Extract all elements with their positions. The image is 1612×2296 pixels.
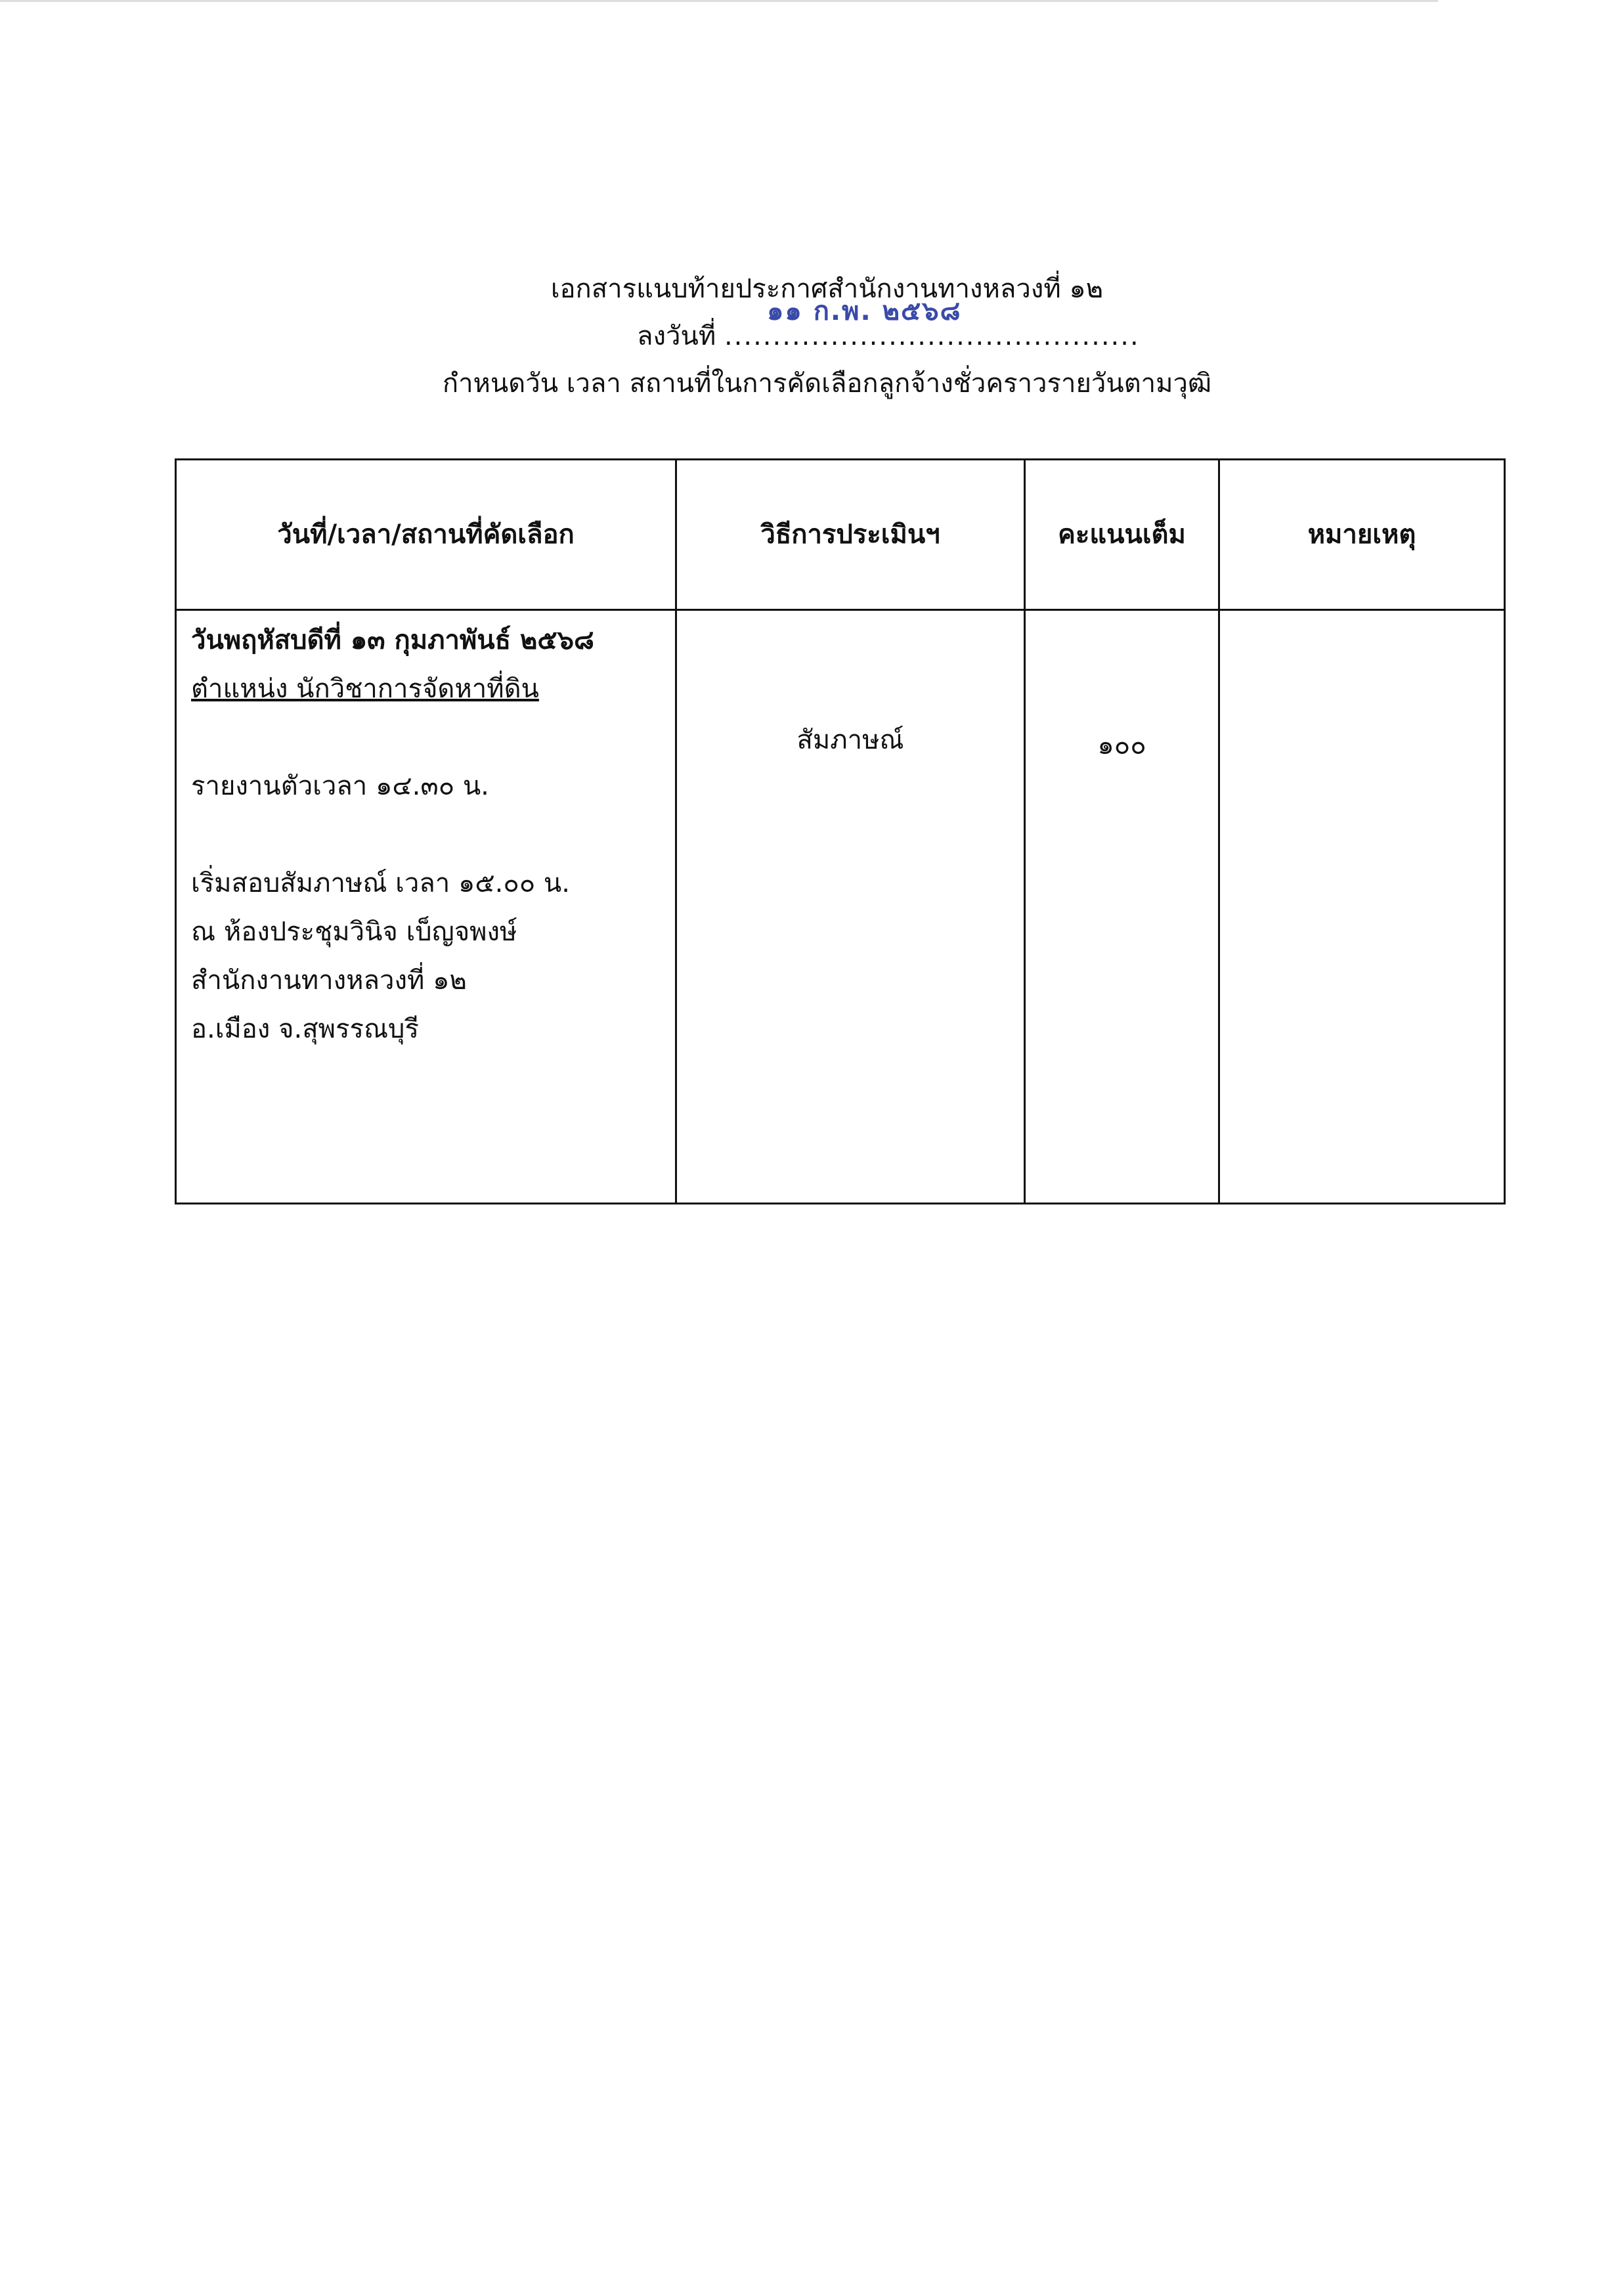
position-title: ตำแหน่ง นักวิชาการจัดหาที่ดิน (191, 674, 539, 704)
spacer (191, 713, 661, 762)
document-title: เอกสารแนบท้ายประกาศสำนักงานทางหลวงที่ ๑๒ (550, 274, 1104, 304)
document-subtitle: กำหนดวัน เวลา สถานที่ในการคัดเลือกลูกจ้างชั่วคราวรายวันตามวุฒิ (442, 368, 1212, 399)
column-header-date-time-place: วันที่/เวลา/สถานที่คัดเลือก (176, 460, 676, 610)
remark-cell (1219, 610, 1505, 1204)
column-header-remark: หมายเหตุ (1219, 460, 1505, 610)
page-top-edge-line (0, 0, 1438, 2)
venue-room: ณ ห้องประชุมวินิจ เบ็ญจพงษ์ (191, 917, 517, 947)
column-header-full-score: คะแนนเต็ม (1025, 460, 1219, 610)
spacer (191, 810, 661, 859)
exam-date: วันพฤหัสบดีที่ ๑๓ กุมภาพันธ์ ๒๕๖๘ (191, 625, 594, 655)
table-row (176, 610, 1505, 1204)
schedule-table (175, 458, 1506, 1204)
interview-time: เริ่มสอบสัมภาษณ์ เวลา ๑๕.๐๐ น. (191, 868, 570, 898)
full-score-cell: ๑๐๐ (1025, 610, 1219, 1204)
date-label: ลงวันที่ (637, 321, 716, 351)
venue-district: อ.เมือง จ.สุพรรณบุรี (191, 1014, 419, 1044)
method-cell: สัมภาษณ์ (676, 610, 1025, 1204)
date-dotted-blank: ........................................... (724, 321, 1140, 351)
column-header-method: วิธีการประเมินฯ (676, 460, 1025, 610)
report-time: รายงานตัวเวลา ๑๔.๓๐ น. (191, 771, 489, 801)
venue-office: สำนักงานทางหลวงที่ ๑๒ (191, 965, 467, 996)
handwritten-date-stamp: ๑๑ ก.พ. ๒๕๖๘ (767, 296, 962, 326)
table-header-row (176, 460, 1505, 610)
date-time-place-cell (176, 610, 676, 1204)
